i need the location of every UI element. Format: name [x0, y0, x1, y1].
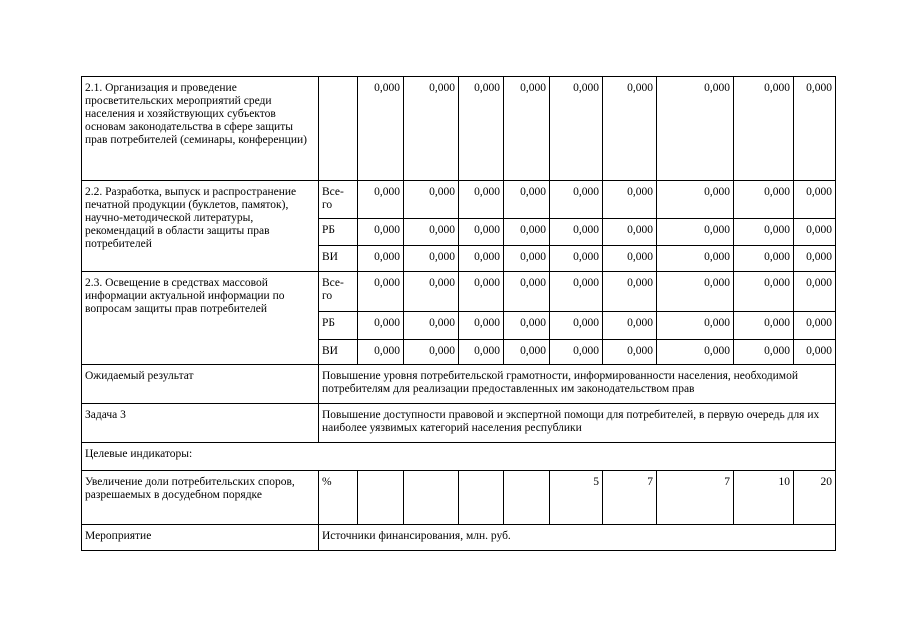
value-cell: 0,000 [550, 272, 603, 312]
value-cell: 0,000 [550, 181, 603, 219]
indicator-value: 5 [550, 471, 603, 525]
value-cell: 0,000 [504, 340, 550, 365]
value-cell: 0,000 [794, 181, 836, 219]
table-row [82, 365, 836, 404]
funding-sources-header: Источники финансирования, млн. руб. [319, 525, 836, 551]
funding-source: ВИ [319, 340, 358, 365]
task-label: Задача 3 [82, 404, 319, 443]
funding-source: Все-го [319, 272, 358, 312]
value-cell: 0,000 [603, 181, 657, 219]
indicator-label: Увеличение доли потребительских споров, разрешаемых в досудебном порядке [82, 471, 319, 525]
value-cell: 0,000 [734, 77, 794, 181]
value-cell: 0,000 [404, 312, 459, 340]
value-cell: 0,000 [603, 312, 657, 340]
value-cell: 0,000 [404, 219, 459, 246]
table-row [82, 525, 836, 551]
value-cell: 0,000 [550, 77, 603, 181]
value-cell: 0,000 [734, 340, 794, 365]
value-cell: 0,000 [603, 219, 657, 246]
value-cell: 0,000 [459, 312, 504, 340]
value-cell: 0,000 [603, 77, 657, 181]
table-row [82, 181, 836, 219]
value-cell: 0,000 [504, 219, 550, 246]
value-cell: 0,000 [550, 246, 603, 272]
indicator-value: 7 [657, 471, 734, 525]
expected-result-text: Повышение уровня потребительской грамотности, информированности населения, необходимой потребителям для реализации предоставленных им законодательством прав [319, 365, 836, 404]
value-cell: 0,000 [657, 77, 734, 181]
value-cell: 0,000 [358, 77, 404, 181]
table-row [82, 471, 836, 525]
measure-label: Мероприятие [82, 525, 319, 551]
table-row [82, 272, 836, 312]
value-cell: 0,000 [657, 246, 734, 272]
table-row [82, 443, 836, 471]
value-cell: 0,000 [404, 246, 459, 272]
value-cell: 0,000 [794, 77, 836, 181]
indicator-value: 7 [603, 471, 657, 525]
table-row [82, 77, 836, 181]
value-cell: 0,000 [459, 246, 504, 272]
value-cell: 0,000 [358, 246, 404, 272]
value-cell: 0,000 [358, 272, 404, 312]
value-cell: 0,000 [504, 312, 550, 340]
funding-source [319, 77, 358, 181]
value-cell: 0,000 [404, 340, 459, 365]
value-cell: 0,000 [358, 219, 404, 246]
funding-source: Все-го [319, 181, 358, 219]
value-cell: 0,000 [734, 272, 794, 312]
value-cell: 0,000 [459, 181, 504, 219]
indicator-value: 10 [734, 471, 794, 525]
indicators-label: Целевые индикаторы: [82, 443, 836, 471]
value-cell: 0,000 [550, 340, 603, 365]
value-cell: 0,000 [734, 181, 794, 219]
funding-source: РБ [319, 219, 358, 246]
value-cell: 0,000 [404, 272, 459, 312]
value-cell: 0,000 [358, 181, 404, 219]
table-row [82, 404, 836, 443]
value-cell: 0,000 [734, 246, 794, 272]
value-cell: 0,000 [603, 246, 657, 272]
expected-result-label: Ожидаемый результат [82, 365, 319, 404]
indicator-value [404, 471, 459, 525]
value-cell: 0,000 [603, 272, 657, 312]
value-cell: 0,000 [550, 312, 603, 340]
value-cell: 0,000 [404, 77, 459, 181]
value-cell: 0,000 [734, 219, 794, 246]
indicator-value [504, 471, 550, 525]
value-cell: 0,000 [603, 340, 657, 365]
value-cell: 0,000 [657, 219, 734, 246]
value-cell: 0,000 [794, 340, 836, 365]
activity-label: 2.3. Освещение в средствах массовой информации актуальной информации по вопросам защиты прав потребителей [82, 272, 319, 365]
value-cell: 0,000 [657, 312, 734, 340]
value-cell: 0,000 [794, 246, 836, 272]
indicator-unit: % [319, 471, 358, 525]
funding-source: РБ [319, 312, 358, 340]
value-cell: 0,000 [504, 272, 550, 312]
funding-source: ВИ [319, 246, 358, 272]
value-cell: 0,000 [404, 181, 459, 219]
value-cell: 0,000 [794, 312, 836, 340]
value-cell: 0,000 [794, 272, 836, 312]
value-cell: 0,000 [657, 340, 734, 365]
value-cell: 0,000 [459, 77, 504, 181]
value-cell: 0,000 [734, 312, 794, 340]
program-table [81, 76, 836, 551]
value-cell: 0,000 [657, 181, 734, 219]
value-cell: 0,000 [504, 181, 550, 219]
task-text: Повышение доступности правовой и экспертной помощи для потребителей, в первую очередь для их наиболее уязвимых категорий населения республики [319, 404, 836, 443]
value-cell: 0,000 [504, 77, 550, 181]
activity-label: 2.1. Организация и проведение просветительских мероприятий среди населения и хозяйствующих субъектов основам законодательства в сфере защиты прав потребителей (семинары, конференции) [82, 77, 319, 181]
value-cell: 0,000 [504, 246, 550, 272]
value-cell: 0,000 [358, 340, 404, 365]
table-body [82, 77, 836, 551]
value-cell: 0,000 [657, 272, 734, 312]
value-cell: 0,000 [794, 219, 836, 246]
activity-label: 2.2. Разработка, выпуск и распространение печатной продукции (буклетов, памяток), научно-методической литературы, рекомендаций в области защиты прав потребителей [82, 181, 319, 272]
value-cell: 0,000 [358, 312, 404, 340]
indicator-value [358, 471, 404, 525]
indicator-value: 20 [794, 471, 836, 525]
value-cell: 0,000 [459, 219, 504, 246]
value-cell: 0,000 [550, 219, 603, 246]
indicator-value [459, 471, 504, 525]
value-cell: 0,000 [459, 272, 504, 312]
value-cell: 0,000 [459, 340, 504, 365]
